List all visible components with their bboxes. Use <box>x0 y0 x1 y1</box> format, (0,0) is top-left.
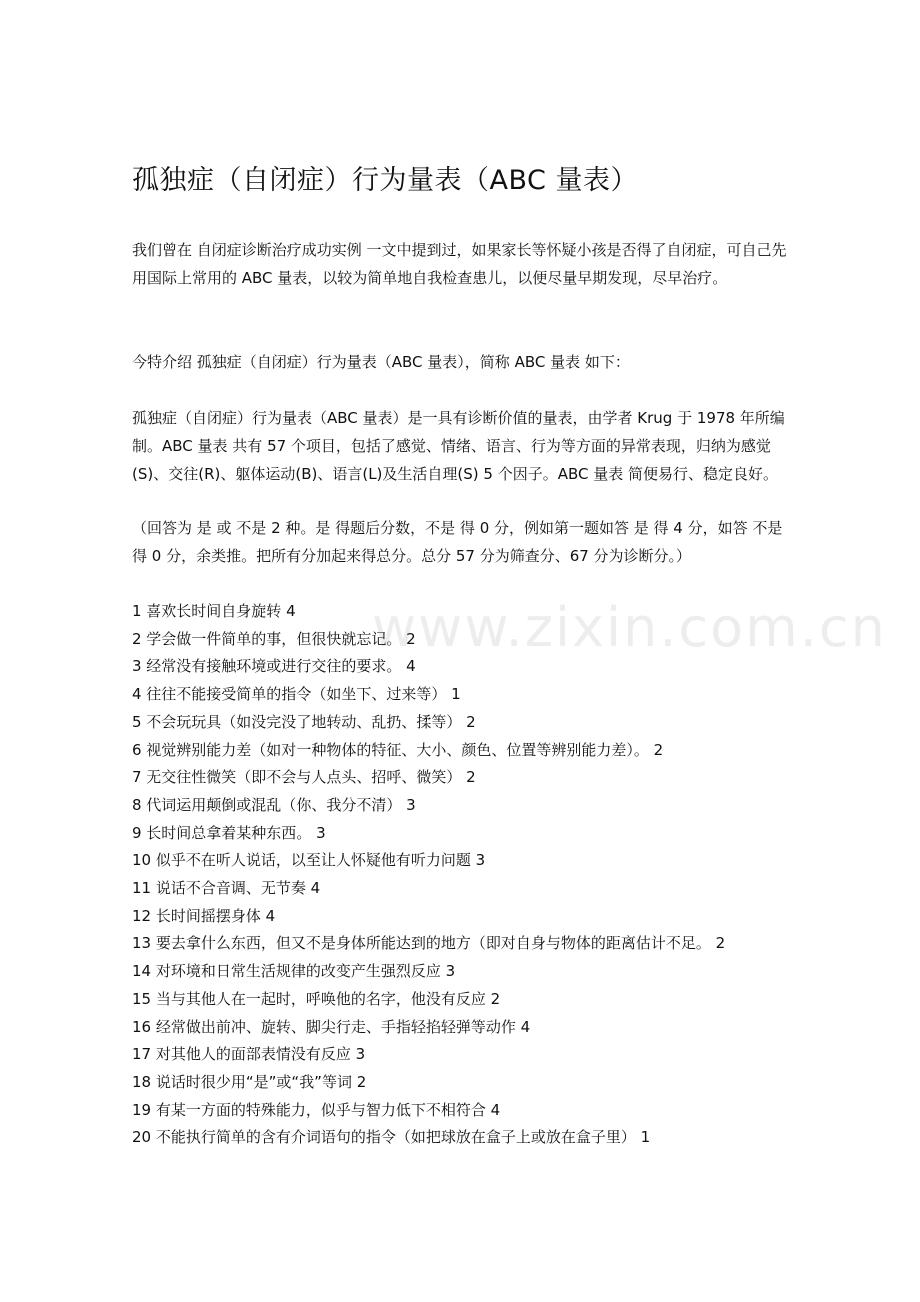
list-item: 13 要去拿什么东西，但又不是身体所能达到的地方（即对自身与物体的距离估计不足。 2 <box>132 934 726 953</box>
list-item: 9 长时间总拿着某种东西。 3 <box>132 823 326 842</box>
scoring-paragraph: （回答为 是 或 不是 2 种。是 得题后分数，不是 得 0 分，例如第一题如答 是 得 4 分，如答 不是 得 0 分，余类推。把所有分加起来得总分。总分 57 分为筛查分、67 分为诊断分。） <box>132 519 783 565</box>
list-item: 6 视觉辨别能力差（如对一种物体的特征、大小、颜色、位置等辨别能力差）。 2 <box>132 740 664 759</box>
list-item: 16 经常做出前冲、旋转、脚尖行走、手指轻掐轻弹等动作 4 <box>132 1017 531 1036</box>
list-item: 11 说话不合音调、无节奏 4 <box>132 879 321 898</box>
document-title: 孤独症（自闭症）行为量表（ABC 量表） <box>132 165 638 196</box>
description-paragraph: 孤独症（自闭症）行为量表（ABC 量表）是一具有诊断价值的量表，由学者 Krug 于 1978 年所编制。ABC 量表 共有 57 个项目，包括了感觉、情绪、语言、行为等方面的异常表现，归纳为感觉(S)、交往(R)、躯体运动(B)、语言(L)及生活自理(S) 5 个因子。ABC 量表 简便易行、稳定良好。 <box>132 409 785 483</box>
item-list <box>132 598 800 1152</box>
list-item: 18 说话时很少用“是”或“我”等词 2 <box>132 1072 367 1091</box>
introduce-paragraph: 今特介绍 孤独症（自闭症）行为量表（ABC 量表），简称 ABC 量表 如下： <box>132 353 630 371</box>
list-item: 10 似乎不在听人说话，以至让人怀疑他有听力问题 3 <box>132 851 486 870</box>
list-item: 17 对其他人的面部表情没有反应 3 <box>132 1045 366 1064</box>
list-item: 2 学会做一件简单的事，但很快就忘记。 2 <box>132 629 416 648</box>
list-item: 15 当与其他人在一起时，呼唤他的名字，他没有反应 2 <box>132 989 501 1008</box>
list-item: 12 长时间摇摆身体 4 <box>132 906 276 925</box>
intro-paragraph: 我们曾在 自闭症诊断治疗成功实例 一文中提到过，如果家长等怀疑小孩是否得了自闭症，可自己先用国际上常用的 ABC 量表，以较为简单地自我检查患儿，以便尽量早期发现，尽早治疗。 <box>132 241 787 287</box>
list-item: 8 代词运用颠倒或混乱（你、我分不清） 3 <box>132 795 416 814</box>
list-item: 14 对环境和日常生活规律的改变产生强烈反应 3 <box>132 962 456 981</box>
list-item: 5 不会玩玩具（如没完没了地转动、乱扔、揉等） 2 <box>132 712 476 731</box>
list-item: 20 不能执行简单的含有介词语句的指令（如把球放在盒子上或放在盒子里） 1 <box>132 1128 651 1147</box>
list-item: 3 经常没有接触环境或进行交往的要求。 4 <box>132 657 416 676</box>
list-item: 7 无交往性微笑（即不会与人点头、招呼、微笑） 2 <box>132 768 476 787</box>
list-item: 19 有某一方面的特殊能力，似乎与智力低下不相符合 4 <box>132 1100 501 1119</box>
list-item: 4 往往不能接受简单的指令（如坐下、过来等） 1 <box>132 685 461 704</box>
list-item: 1 喜欢长时间自身旋转 4 <box>132 602 296 620</box>
watermark: www.zixin.com.cn <box>372 596 887 659</box>
